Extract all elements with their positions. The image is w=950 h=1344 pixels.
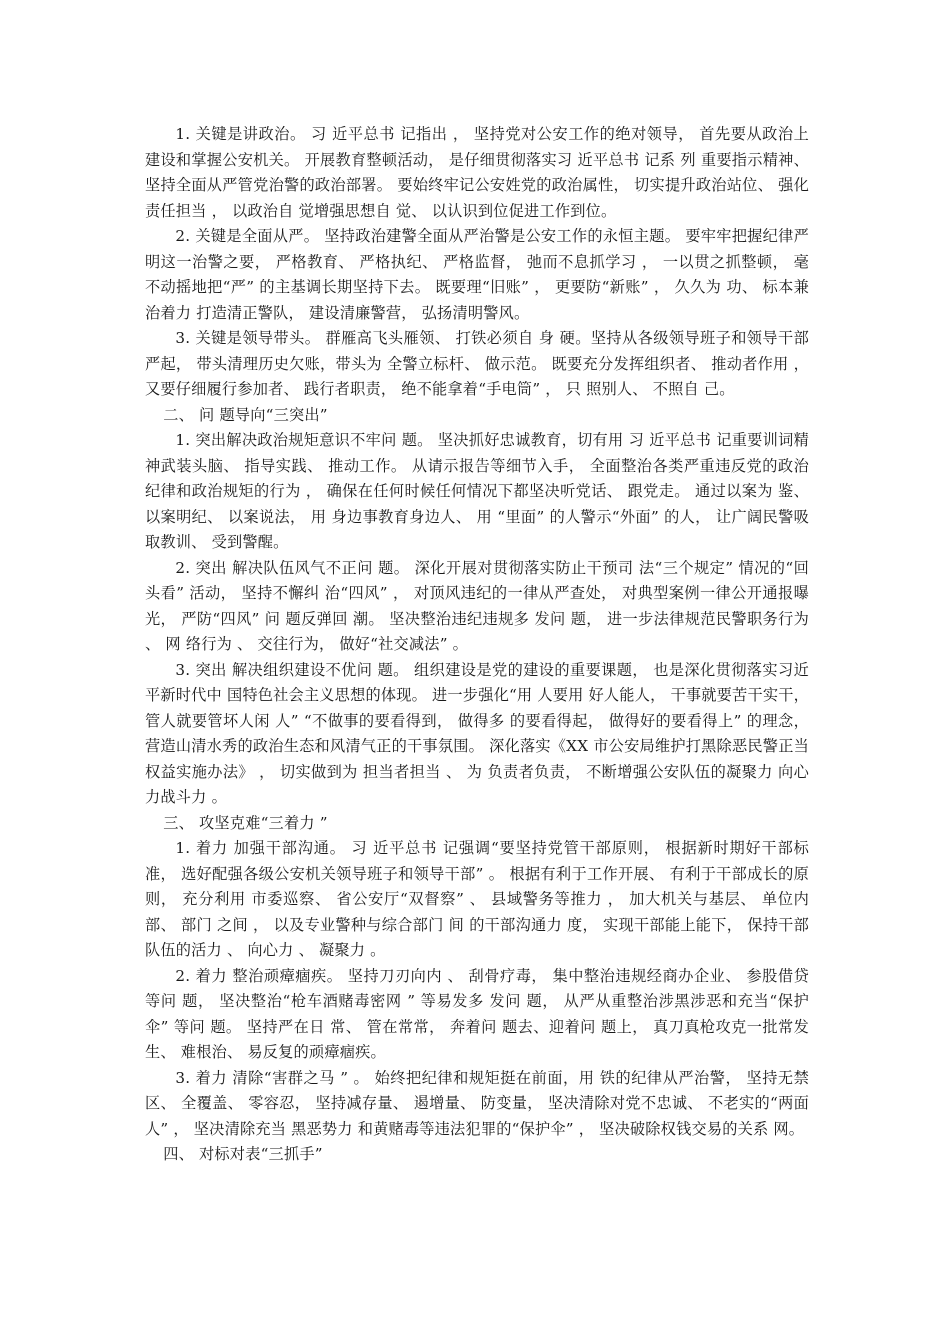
paragraph-chronic-problems: 2. 着力 整治顽瘴痼疾。 坚持刀刃向内 、 刮骨疗毒， 集中整治违规经商办企业、 参股借贷等问 题， 坚决整治“枪车酒赌毒密网 ” 等易发多 发问 题， 从严从重整治涉黑涉恶和充当“保护伞” 等问 题。 坚持严在日 常、 管在常常， 奔着问 题去、迎着问 题上， 真刀真枪攻克一批常发生、 难根治、 易反复的顽瘴痼疾。 bbox=[145, 966, 809, 1061]
paragraph-key-strictness: 2. 关键是全面从严。 坚持政治建警全面从严治警是公安工作的永恒主题。 要牢牢把握纪律严明这一治警之要， 严格教育、 严格执纪、 严格监督， 弛而不息抓学习 ， 一以贯之抓整顿， 毫不动摇地把“严” 的主基调长期坚持下去。 既要理“旧账” ， 更要防“新账” ， 久久为 功、 标本兼治着力 打造清正警队， 建设清廉警营， 弘扬清明警风。 bbox=[145, 227, 809, 322]
paragraph-organization: 3. 突出 解决组织建设不优问 题。 组织建设是党的建设的重要课题， 也是深化贯彻落实习近平新时代中 国特色社会主义思想的体现。 进一步强化“用 人要用 好人能人， 干事就要苦干实干， 管人就要管坏人闲 人” “不做事的要看得到， 做得多 的要看得起， 做得好的要看得上” 的理念， 营造山清水秀的政治生态和风清气正的干事氛围。 深化落实《XX 市公安局维护打黑除恶民警正当 权益实施办法》 ， 切实做到为 担当者担当 、 为 负责者负责， 不断增强公安队伍的凝聚力 向心力战斗力 。 bbox=[145, 660, 809, 806]
section-heading-2: 二、 问 题导向“三突出” bbox=[163, 405, 328, 424]
paragraph-cadre-exchange: 1. 着力 加强干部沟通。 习 近平总书 记强调“要坚持党管干部原则， 根据新时期好干部标准， 选好配强各级公安机关领导班子和领导干部” 。 根据有利于工作开展、 有利于干部成长的原则， 充分利用 市委巡察、 省公安厅“双督察” 、 县域警务等推力 ， 加大机关与基层、 单位内 部、 部门 之间 ， 以及专业警种与综合部门 间 的干部沟通力 度， 实现干部能上能下， 保持干部队伍的活力 、 向心力 、 凝聚力 。 bbox=[145, 839, 809, 959]
document-body bbox=[145, 122, 809, 1168]
paragraph-key-leadership: 3. 关键是领导带头。 群雁高飞头雁领、 打铁必须自 身 硬。坚持从各级领导班子和领导干部严起， 带头清理历史欠账，带头为 全警立标杆、 做示范。 既要充分发挥组织者、 推动者作用 ， 又要仔细履行参加者、 践行者职责， 绝不能拿着“手电筒” ， 只 照别人、 不照自 己。 bbox=[145, 329, 809, 398]
section-heading-3: 三、 攻坚克难“三着力 ” bbox=[163, 813, 328, 832]
section-heading-4: 四、 对标对表“三抓手” bbox=[163, 1145, 323, 1163]
paragraph-team-style: 2. 突出 解决队伍风气不正问 题。 深化开展对贯彻落实防止干预司 法“三个规定” 情况的“回 头看” 活动， 坚持不懈纠 治“四风” ， 对顶风违纪的一律从严查处， 对典型案例一律公开通报曝光， 严防“四风” 问 题反弹回 潮。 坚决整治违纪违规多 发问 题， 进一步法律规范民警职务行为 、 网 络行为 、 交往行为， 做好“社交减法” 。 bbox=[145, 558, 809, 653]
paragraph-remove-bad-elements: 3. 着力 清除“害群之马 ” 。 始终把纪律和规矩挺在前面，用 铁的纪律从严治警， 坚持无禁区、 全覆盖、 零容忍， 坚持减存量、 遏增量、 防变量， 坚决清除对党不忠诚、 不老实的“两面人” ， 坚决清除充当 黑恶势力 和黄赌毒等违法犯罪的“保护伞” ， 坚决破除权钱交易的关系 网。 bbox=[145, 1068, 809, 1138]
paragraph-political-rules: 1. 突出解决政治规矩意识不牢问 题。 坚决抓好忠诚教育，切有用 习 近平总书 记重要训词精神武装头脑、 指导实践、 推动工作。 从请示报告等细节入手， 全面整治各类严重违反党的政治纪律和政治规矩的行为 ， 确保在任何时候任何情况下都坚决听党话、 跟党走。 通过以案为 鉴、 以案明纪、 以案说法， 用 身边事教育身边人、 用 “里面” 的人警示“外面” 的人， 让广阔民警吸取教训、 受到警醒。 bbox=[145, 431, 810, 551]
paragraph-key-politics: 1. 关键是讲政治。 习 近平总书 记指出 ， 坚持党对公安工作的绝对领导， 首先要从政治上建设和掌握公安机关。 开展教育整顿活动， 是仔细贯彻落实习 近平总书 记系 列 重要指示精神、 坚持全面从严管党治警的政治部署。 要始终牢记公安姓党的政治属性， 切实提升政治站位、 强化责任担当 ， 以政治自 觉增强思想自 觉、 以认识到位促进工作到位。 bbox=[145, 125, 809, 220]
